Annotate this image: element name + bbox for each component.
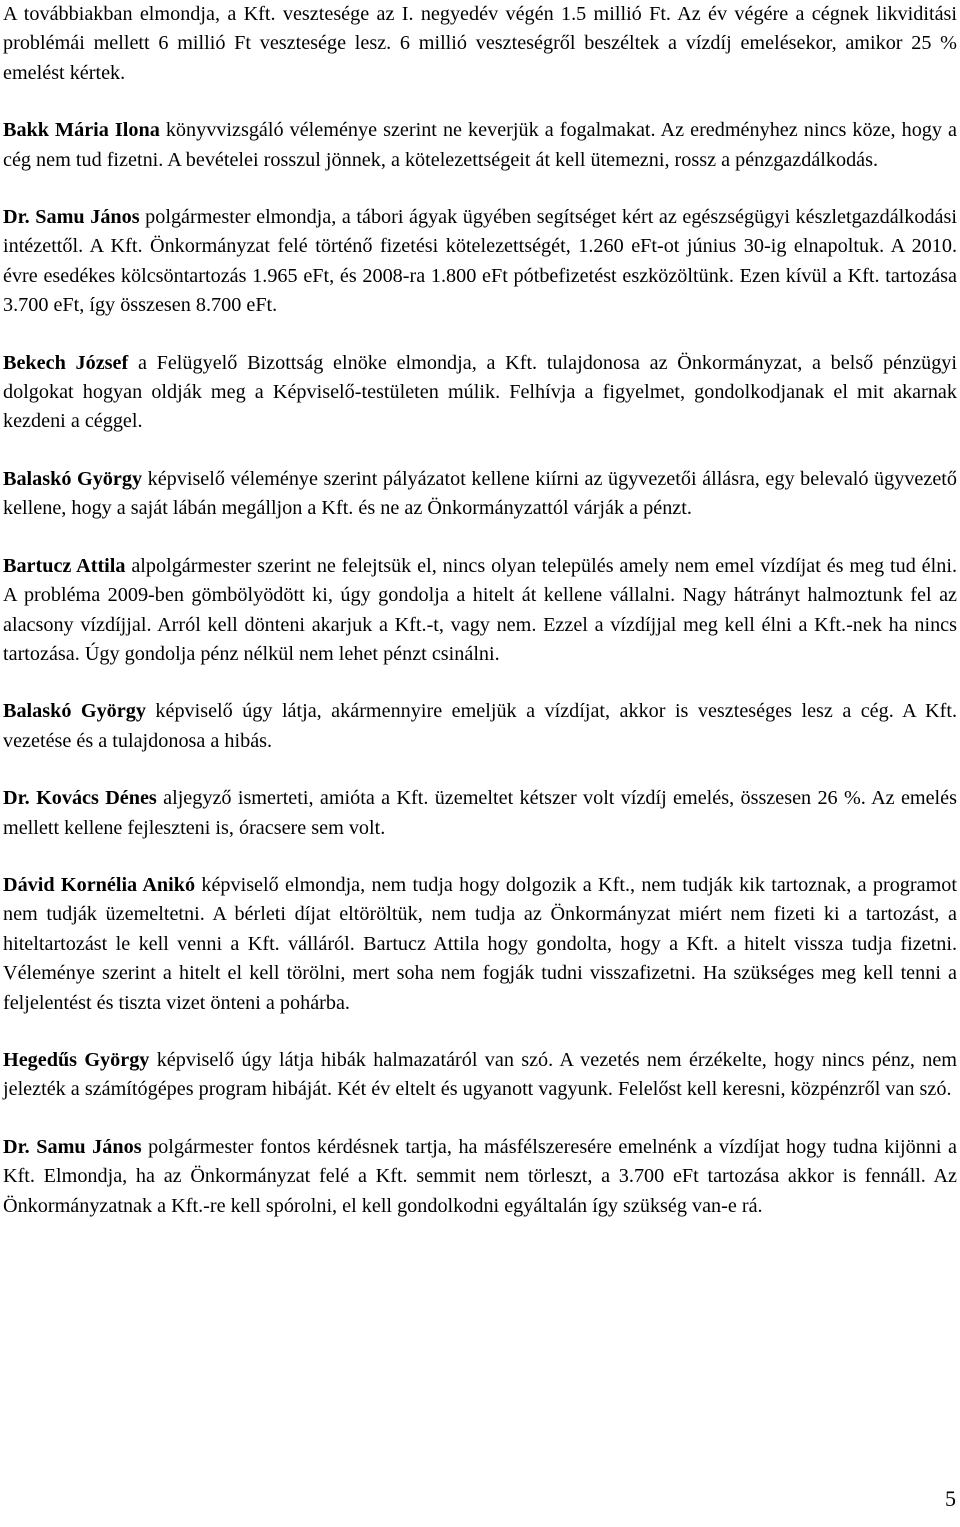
paragraph bbox=[3, 871, 957, 1018]
paragraph-text: polgármester elmondja, a tábori ágyak ügyében segítséget kért az egészségügyi készletgazdálkodási intézettől. A Kft. Önkormányzat felé történő fizetési kötelezettségét, 1.260 eFt-ot június 30-ig elnapoltuk. A 2010. évre esedékes kölcsöntartozás 1.965 eFt, és 2008-ra 1.800 eFt pótbefizetést eszközöltünk. Ezen kívül a Kft. tartozása 3.700 eFt, így összesen 8.700 eFt. bbox=[3, 206, 957, 317]
speaker-name: Dr. Samu János bbox=[3, 1135, 142, 1158]
paragraph bbox=[3, 349, 957, 437]
speaker-name: Balaskó György bbox=[3, 700, 146, 723]
speaker-name: Bartucz Attila bbox=[3, 554, 126, 577]
paragraph-text: a Felügyelő Bizottság elnöke elmondja, a Kft. tulajdonosa az Önkormányzat, a belső pénzügyi dolgokat hogyan oldják meg a Képviselő-testületen múlik. Felhívja a figyelmet, gondolkodjanak el mit akarnak kezdeni a céggel. bbox=[3, 351, 957, 433]
paragraph-text: alpolgármester szerint ne felejtsük el, nincs olyan település amely nem emel vízdíjat és meg tud élni. A probléma 2009-ben gömbölyödött ki, úgy gondolja a hitelt át kellene vállalni. Nagy hátrányt halmoztunk fel az alacsony vízdíjjal. Arról kell dönteni akarjuk a Kft.-t, vagy nem. Ezzel a vízdíjjal meg kell élni a Kft.-nek ha nincs tartozása. Úgy gondolja pénz nélkül nem lehet pénzt csinálni. bbox=[3, 554, 957, 665]
paragraph bbox=[3, 784, 957, 843]
paragraph-text: polgármester fontos kérdésnek tartja, ha másfélszeresére emelnénk a vízdíjat hogy tudna kijönni a Kft. Elmondja, ha az Önkormányzat felé a Kft. semmit nem törleszt, a 3.700 eFt tartozása akkor is fennáll. Az Önkormányzatnak a Kft.-re kell spórolni, el kell gondolkodni egyáltalán így szükség van-e rá. bbox=[3, 1135, 957, 1217]
paragraph-text: aljegyző ismerteti, amióta a Kft. üzemeltet kétszer volt vízdíj emelés, összesen 26 %. Az emelés mellett kellene fejleszteni is, óracsere sem volt. bbox=[3, 787, 957, 839]
speaker-name: Balaskó György bbox=[3, 467, 143, 490]
speaker-name: Dr. Kovács Dénes bbox=[3, 787, 157, 810]
paragraph-text: képviselő elmondja, nem tudja hogy dolgozik a Kft., nem tudják kik tartoznak, a programot nem tudják üzemeltetni. A bérleti díjat eltöröltük, nem tudja az Önkormányzat miért nem fizeti ki a tartozást, a hiteltartozást le kell venni a Kft. válláról. Bartucz Attila hogy gondolta, hogy a Kft. a hitelt vissza tudja fizetni. Véleménye szerint a hitelt el kell törölni, mert soha nem fogják tudni visszafizetni. Ha szükséges meg kell tenni a feljelentést és tiszta vizet önteni a pohárba. bbox=[3, 873, 957, 1014]
paragraph bbox=[3, 1133, 957, 1221]
paragraph bbox=[3, 1046, 957, 1105]
paragraph bbox=[3, 203, 957, 321]
paragraph bbox=[3, 697, 957, 756]
page-number: 5 bbox=[945, 1486, 956, 1511]
paragraph-text: képviselő úgy látja, akármennyire emeljük a vízdíjat, akkor is veszteséges lesz a cég. A Kft. vezetése és a tulajdonosa a hibás. bbox=[3, 700, 957, 752]
speaker-name: Dávid Kornélia Anikó bbox=[3, 873, 196, 896]
paragraph-text: képviselő úgy látja hibák halmazatáról van szó. A vezetés nem érzékelte, hogy nincs pénz, nem jelezték a számítógépes program hibáját. Két év eltelt és ugyanott vagyunk. Felelőst kell keresni, közpénzről van szó. bbox=[3, 1048, 957, 1101]
paragraph bbox=[3, 552, 957, 670]
paragraph-text: képviselő véleménye szerint pályázatot kellene kiírni az ügyvezetői állásra, egy belevaló ügyvezető kellene, hogy a saját lábán megálljon a Kft. és ne az Önkormányzattól várják a pénzt. bbox=[3, 467, 958, 520]
paragraph bbox=[3, 0, 957, 88]
paragraph-text: A továbbiakban elmondja, a Kft. vesztesége az I. negyedév végén 1.5 millió Ft. Az év végére a cégnek likviditási problémái mellett 6 millió Ft vesztesége lesz. 6 millió veszteségről beszéltek a vízdíj emelésekor, amikor 25 % emelést kértek. bbox=[3, 3, 957, 84]
paragraph-text: könyvvizsgáló véleménye szerint ne keverjük a fogalmakat. Az eredményhez nincs köze, hogy a cég nem tud fizetni. A bevételei rosszul jönnek, a kötelezettségeit át kell ütemezni, rossz a pénzgazdálkodás. bbox=[3, 119, 957, 171]
paragraph bbox=[3, 465, 957, 524]
speaker-name: Dr. Samu János bbox=[3, 206, 140, 229]
document-body bbox=[3, 0, 957, 1249]
speaker-name: Bakk Mária Ilona bbox=[3, 119, 160, 142]
paragraph bbox=[3, 116, 957, 175]
speaker-name: Hegedűs György bbox=[3, 1048, 150, 1071]
speaker-name: Bekech József bbox=[3, 351, 129, 374]
